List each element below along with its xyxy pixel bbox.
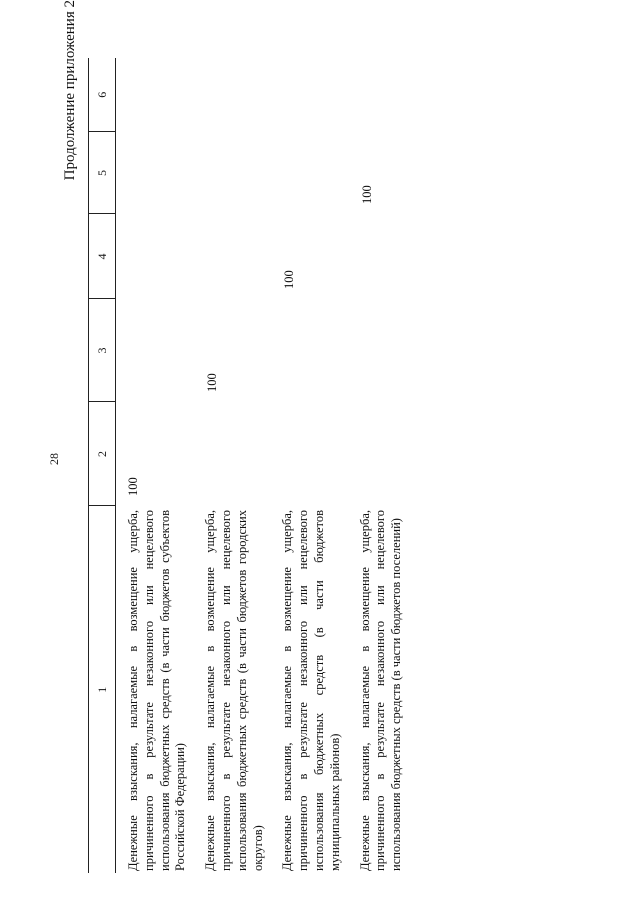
column-header: 5 bbox=[89, 132, 116, 214]
table-cell: 100 bbox=[126, 477, 140, 496]
table-cell bbox=[280, 299, 357, 402]
appendix-table bbox=[88, 58, 405, 873]
continuation-label: Продолжение приложения 2 bbox=[62, 0, 78, 181]
column-header: 6 bbox=[89, 58, 116, 132]
column-header: 3 bbox=[89, 299, 116, 402]
table-cell bbox=[116, 58, 204, 132]
table-cell bbox=[358, 214, 405, 299]
table-row bbox=[203, 58, 280, 873]
table-cell: 100 bbox=[205, 373, 220, 392]
table-cell bbox=[280, 402, 357, 506]
row-description: Денежные взыскания, налагаемые в возмещение ущерба, причиненного в результате незаконного или нецелевого использования бюджетных средств (в части бюджетов городских округов) bbox=[203, 510, 265, 871]
table-cell bbox=[203, 214, 280, 299]
table-cell: 100 bbox=[359, 185, 374, 204]
page-number: 28 bbox=[47, 453, 61, 465]
column-header: 2 bbox=[89, 402, 116, 506]
table-cell bbox=[358, 299, 405, 402]
table-cell bbox=[280, 58, 357, 132]
row-description: Денежные взыскания, налагаемые в возмещение ущерба, причиненного в результате незаконного или нецелевого использования бюджетных средств (в части бюджетов поселений) bbox=[357, 510, 404, 871]
table-cell bbox=[203, 402, 280, 506]
table-row bbox=[280, 58, 357, 873]
table-cell: 100 bbox=[282, 270, 297, 289]
table-cell bbox=[203, 132, 280, 214]
row-description: Денежные взыскания, налагаемые в возмещение ущерба, причиненного в результате незаконного или нецелевого использования бюджетных средств (в части бюджетов субъектов Российской Федерации) bbox=[126, 510, 188, 871]
table-cell bbox=[116, 299, 204, 402]
appendix-table-wrapper bbox=[88, 58, 405, 873]
table-cell bbox=[358, 402, 405, 506]
column-header: 4 bbox=[89, 214, 116, 299]
column-header: 1 bbox=[89, 506, 116, 873]
table-cell bbox=[116, 214, 204, 299]
table-cell bbox=[203, 58, 280, 132]
row-description: Денежные взыскания, налагаемые в возмещение ущерба, причиненного в результате незаконного или нецелевого использования бюджетных средств (в части бюджетов муниципальных районов) bbox=[280, 510, 342, 871]
table-row bbox=[116, 58, 204, 873]
table-cell bbox=[116, 132, 204, 214]
table-row bbox=[358, 58, 405, 873]
table-header-row bbox=[89, 58, 116, 873]
table-cell bbox=[358, 58, 405, 132]
table-cell bbox=[280, 132, 357, 214]
